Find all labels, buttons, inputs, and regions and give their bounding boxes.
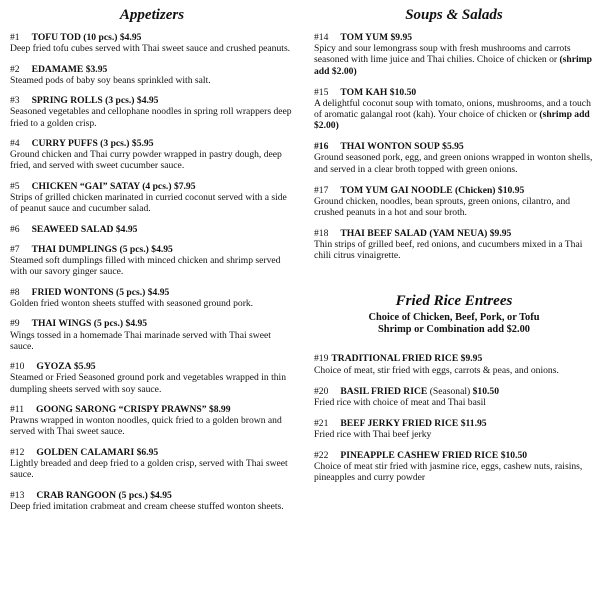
item-description: Fried rice with Thai beef jerky bbox=[314, 429, 432, 441]
menu-item-14 bbox=[314, 32, 594, 77]
item-number: #8 bbox=[10, 286, 20, 298]
item-description: Fried rice with choice of meat and Thai basil bbox=[314, 396, 486, 408]
item-price: $5.95 bbox=[73, 361, 96, 373]
item-name: TOM YUM GAI NOODLE (Chicken) bbox=[340, 184, 496, 196]
item-description: Strips of grilled chicken marinated in curried coconut served with a side of peanut sauce and cucumber salad. bbox=[10, 191, 287, 215]
item-name: BEEF JERKY FRIED RICE bbox=[340, 417, 459, 429]
fried-rice-subtitle bbox=[314, 312, 594, 337]
item-price: $9.95 bbox=[390, 32, 413, 43]
item-number: #21 bbox=[314, 417, 329, 429]
fried-rice-upcharge-line: Shrimp or Combination add $2.00 bbox=[378, 324, 530, 336]
item-number: #5 bbox=[10, 180, 20, 192]
item-description: Ground seasoned pork, egg, and green onions wrapped in wonton shells, and served in a clear broth topped with green onions. bbox=[314, 152, 593, 175]
item-description: Choice of meat stir fried with jasmine rice, eggs, cashew nuts, raisins, pineapples and curry powder bbox=[314, 461, 583, 484]
item-price: $10.95 bbox=[497, 184, 525, 196]
item-description: Ground chicken and Thai curry powder wrapped in pastry dough, deep fried, and served with sweet cucumber sauce. bbox=[10, 149, 282, 172]
menu-item-8 bbox=[10, 287, 294, 309]
item-description: Steamed soft dumplings filled with minced chicken and shrimp served with our savory ginger sauce. bbox=[10, 255, 281, 278]
item-description: Ground chicken, noodles, bean sprouts, green onions, cilantro, and crushed peanuts in a hot and sour broth. bbox=[314, 195, 571, 219]
item-number: #14 bbox=[314, 32, 329, 43]
item-price: $8.99 bbox=[208, 403, 231, 415]
item-number: #12 bbox=[10, 446, 25, 458]
item-number: #20 bbox=[314, 385, 329, 397]
menu-item-20 bbox=[314, 386, 594, 408]
item-number: #2 bbox=[10, 63, 20, 75]
item-number: #4 bbox=[10, 137, 20, 149]
item-price: $10.50 bbox=[472, 385, 499, 397]
item-name: CHICKEN “GAI” SATAY (4 pcs.) bbox=[31, 180, 172, 192]
menu-item-15 bbox=[314, 87, 594, 132]
item-name: EDAMAME bbox=[31, 63, 84, 75]
item-name: PINEAPPLE CASHEW FRIED RICE bbox=[340, 450, 499, 462]
item-number: #9 bbox=[10, 318, 20, 330]
item-price: $5.95 bbox=[131, 137, 154, 149]
right-column bbox=[314, 6, 594, 493]
menu-item-10 bbox=[10, 361, 294, 395]
item-description: Deep fried tofu cubes served with Thai sweet sauce and crushed peanuts. bbox=[10, 43, 291, 55]
item-name: THAI WONTON SOUP bbox=[340, 141, 440, 153]
item-description: Choice of meat, stir fried with eggs, carrots & peas, and onions. bbox=[314, 364, 559, 376]
item-price: $5.95 bbox=[442, 141, 464, 153]
item-name: TOFU TOD (10 pcs.) bbox=[31, 32, 118, 43]
menu-item-4 bbox=[10, 138, 294, 172]
item-upcharge: (shrimp add $2.00) bbox=[314, 54, 592, 77]
item-price: $4.95 bbox=[125, 318, 148, 330]
item-name: SPRING ROLLS (3 pcs.) bbox=[31, 95, 135, 107]
item-description: Prawns wrapped in wonton noodles, quick fried to a golden brown and served with Thai sweet sauce. bbox=[10, 415, 282, 438]
item-name: THAI WINGS (5 pcs.) bbox=[31, 318, 124, 330]
item-price: $4.95 bbox=[115, 223, 138, 235]
menu-item-22 bbox=[314, 450, 594, 484]
menu-item-6 bbox=[10, 224, 294, 235]
item-note: (Seasonal) bbox=[429, 385, 471, 397]
menu-item-9 bbox=[10, 318, 294, 352]
item-price: $9.95 bbox=[489, 228, 512, 240]
menu-item-13 bbox=[10, 490, 294, 512]
item-price: $4.95 bbox=[136, 95, 159, 107]
item-description: Golden fried wonton sheets stuffed with seasoned ground pork. bbox=[10, 297, 254, 309]
menu-item-21 bbox=[314, 418, 594, 440]
menu-item-16 bbox=[314, 141, 594, 175]
item-name: TRADITIONAL FRIED RICE bbox=[331, 353, 459, 365]
item-number: #1 bbox=[10, 32, 20, 43]
item-number: #17 bbox=[314, 184, 329, 196]
appetizers-column bbox=[10, 6, 294, 521]
item-name: GYOZA bbox=[36, 361, 72, 373]
fried-rice-title: Fried Rice Entrees bbox=[395, 292, 513, 309]
item-number: #7 bbox=[10, 243, 20, 255]
soups-salads-title: Soups & Salads bbox=[405, 7, 503, 23]
item-number: #10 bbox=[10, 361, 25, 373]
item-number: #13 bbox=[10, 489, 25, 501]
item-name: BASIL FRIED RICE bbox=[340, 385, 428, 397]
item-name: CURRY PUFFS (3 pcs.) bbox=[31, 137, 130, 149]
item-name: TOM YUM bbox=[340, 32, 389, 43]
item-name: GOLDEN CALAMARI bbox=[36, 446, 135, 458]
item-number: #15 bbox=[314, 86, 329, 98]
item-name: GOONG SARONG “CRISPY PRAWNS” bbox=[36, 403, 207, 415]
item-name: THAI DUMPLINGS (5 pcs.) bbox=[31, 243, 149, 255]
item-number: #22 bbox=[314, 450, 329, 462]
fried-rice-choice-line: Choice of Chicken, Beef, Pork, or Tofu bbox=[368, 311, 540, 323]
item-name: SEAWEED SALAD bbox=[31, 223, 114, 235]
item-price: $7.95 bbox=[173, 180, 196, 192]
menu-item-19 bbox=[314, 353, 594, 375]
menu-item-1 bbox=[10, 32, 294, 54]
menu-item-12 bbox=[10, 447, 294, 481]
item-description: Wings tossed in a homemade Thai marinade served with Thai sweet sauce. bbox=[10, 329, 271, 352]
menu-item-2 bbox=[10, 64, 294, 86]
item-number: #3 bbox=[10, 95, 20, 107]
item-number: #19 bbox=[314, 353, 329, 365]
item-price: $10.50 bbox=[500, 450, 528, 462]
menu-item-11 bbox=[10, 404, 294, 438]
item-description: Steamed or Fried Seasoned ground pork and vegetables wrapped in thin dumpling sheets served with soy sauce. bbox=[10, 372, 287, 395]
item-description: Deep fried imitation crabmeat and cream cheese stuffed wonton sheets. bbox=[10, 500, 284, 512]
item-number: #6 bbox=[10, 223, 20, 235]
item-price: $4.95 bbox=[150, 489, 172, 501]
item-description: Steamed pods of baby soy beans sprinkled with salt. bbox=[10, 74, 211, 86]
item-name: TOM KAH bbox=[340, 86, 388, 98]
menu-item-18 bbox=[314, 228, 594, 262]
item-name: FRIED WONTONS (5 pcs.) bbox=[31, 286, 146, 298]
item-upcharge: (shrimp add $2.00) bbox=[314, 109, 590, 132]
item-price: $9.95 bbox=[460, 353, 483, 365]
item-price: $4.95 bbox=[147, 286, 170, 298]
appetizers-title: Appetizers bbox=[119, 7, 185, 23]
item-price: $3.95 bbox=[85, 63, 108, 75]
menu-item-17 bbox=[314, 185, 594, 219]
item-price: $11.95 bbox=[460, 417, 487, 429]
item-description: Spicy and sour lemongrass soup with fresh mushrooms and carrots seasoned with lime juice and Thai chilies. Choice of chicken or bbox=[314, 43, 571, 66]
item-description: A delightful coconut soup with tomato, onions, mushrooms, and a touch of aromatic galangal root (kah). Your choice of chicken or bbox=[314, 97, 591, 121]
item-number: #18 bbox=[314, 228, 329, 240]
menu-item-3 bbox=[10, 95, 294, 129]
item-number: #11 bbox=[10, 403, 25, 415]
item-description: Thin strips of grilled beef, red onions, and cucumbers mixed in a Thai chili citrus vinaigrette. bbox=[314, 239, 583, 262]
item-name: THAI BEEF SALAD (YAM NEUA) bbox=[340, 228, 488, 240]
item-price: $4.95 bbox=[151, 243, 173, 255]
item-number: #16 bbox=[314, 141, 329, 153]
item-description: Seasoned vegetables and cellophane noodles in spring roll wrappers deep fried to a golden crisp. bbox=[10, 106, 292, 129]
item-name: CRAB RANGOON (5 pcs.) bbox=[36, 489, 148, 501]
item-price: $10.50 bbox=[389, 86, 417, 98]
item-description: Lightly breaded and deep fried to a golden crisp, served with Thai sweet sauce. bbox=[10, 457, 288, 481]
menu-item-7 bbox=[10, 244, 294, 278]
item-price: $6.95 bbox=[136, 446, 159, 458]
item-price: $4.95 bbox=[119, 32, 142, 43]
menu-item-5 bbox=[10, 181, 294, 215]
